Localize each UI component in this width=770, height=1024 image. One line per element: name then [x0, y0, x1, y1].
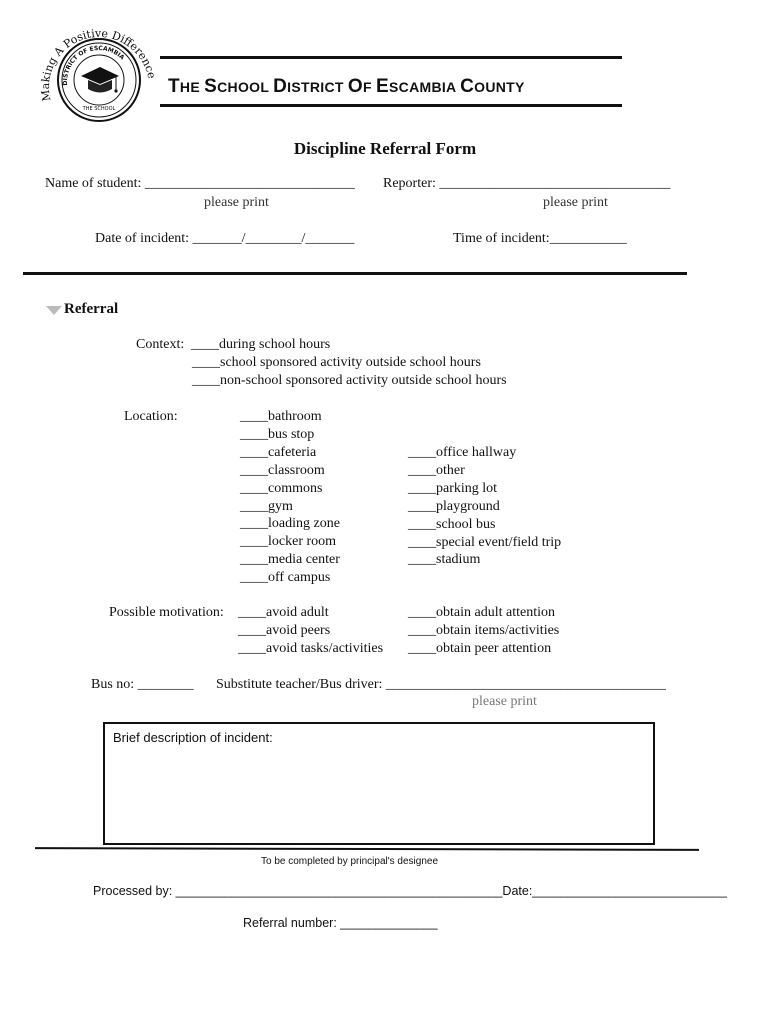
- motivation-option[interactable]: ____obtain adult attention: [408, 605, 555, 620]
- district-name-part: OUNTY: [474, 79, 525, 95]
- location-option[interactable]: ____other: [408, 462, 465, 478]
- location-option[interactable]: ____classroom: [240, 462, 325, 478]
- reporter-field[interactable]: Reporter: _________________________________: [383, 176, 671, 191]
- bus-number-field[interactable]: Bus no: ________: [91, 677, 194, 692]
- incident-date-field[interactable]: Date of incident: _______/________/_______: [95, 231, 355, 246]
- motivation-option[interactable]: ____obtain items/activities: [408, 623, 560, 638]
- location-option[interactable]: ____bathroom: [240, 409, 322, 424]
- location-option[interactable]: ____office hallway: [408, 445, 517, 460]
- district-name-part: SCAMBIA: [389, 79, 461, 95]
- header-top-rule: [160, 56, 622, 59]
- motivation-option[interactable]: ____avoid peers: [238, 623, 331, 638]
- location-option[interactable]: ____playground: [408, 498, 500, 514]
- referral-number-field[interactable]: Referral number: ______________: [243, 916, 438, 930]
- incident-description-box[interactable]: [103, 722, 655, 845]
- location-option[interactable]: ____cafeteria: [240, 444, 317, 460]
- motivation-label: Possible motivation:: [109, 605, 228, 620]
- location-option[interactable]: ____school bus: [408, 516, 496, 532]
- district-name-part: ISTRICT: [287, 79, 348, 95]
- motivation-option[interactable]: ____obtain peer attention: [408, 641, 552, 656]
- location-option[interactable]: ____parking lot: [408, 480, 498, 496]
- student-name-hint: please print: [204, 195, 269, 210]
- district-name-part: E: [376, 76, 390, 97]
- district-name-part: CHOOL: [217, 79, 274, 95]
- location-option[interactable]: ____locker room: [240, 534, 337, 550]
- referral-section-title: Referral: [64, 301, 119, 317]
- context-label: Context:: [136, 337, 188, 352]
- district-name-part: D: [273, 76, 288, 97]
- principal-divider: [35, 847, 699, 851]
- reporter-hint: please print: [543, 195, 608, 210]
- substitute-field[interactable]: Substitute teacher/Bus driver: ________________________________________: [216, 677, 666, 692]
- motivation-option[interactable]: ____avoid adult: [238, 605, 329, 620]
- location-option[interactable]: ____commons: [240, 480, 323, 496]
- student-name-field[interactable]: Name of student: ______________________________: [45, 176, 355, 191]
- location-label: Location:: [124, 409, 178, 424]
- section-divider: [23, 272, 687, 275]
- district-name-part: T: [168, 76, 180, 97]
- context-option[interactable]: ____non-school sponsored activity outside school hours: [192, 373, 507, 388]
- description-label: Brief description of incident:: [113, 730, 273, 745]
- location-option[interactable]: ____off campus: [240, 570, 331, 586]
- principal-note: To be completed by principal's designee: [261, 856, 439, 867]
- location-option[interactable]: ____media center: [240, 552, 340, 568]
- context-option[interactable]: ____school sponsored activity outside school hours: [192, 355, 481, 370]
- incident-time-field[interactable]: Time of incident:___________: [453, 231, 627, 246]
- district-name-part: HE: [179, 79, 205, 95]
- seal-inner-text: THE SCHOOL: [82, 106, 116, 112]
- context-option[interactable]: ____during school hours: [191, 337, 331, 352]
- location-option[interactable]: ____special event/field trip: [408, 534, 562, 550]
- motivation-option[interactable]: ____avoid tasks/activities: [238, 641, 384, 656]
- location-option[interactable]: ____bus stop: [240, 426, 315, 442]
- header-bottom-rule: [160, 104, 622, 107]
- district-seal-logo: [38, 18, 160, 140]
- district-name-part: O: [347, 76, 363, 97]
- seal-ring-text: DISTRICT OF ESCAMBIA: [61, 45, 126, 86]
- collapse-triangle-icon[interactable]: [46, 306, 62, 315]
- form-title: Discipline Referral Form: [293, 139, 477, 158]
- location-option[interactable]: ____stadium: [408, 552, 481, 568]
- processed-by-field[interactable]: Processed by: _______________________________________________Date:____________________________: [93, 884, 727, 898]
- seal-motto-text: Making A Positive Difference: [38, 26, 159, 103]
- district-name-part: F: [363, 79, 377, 95]
- location-option[interactable]: ____gym: [240, 498, 293, 514]
- district-name-part: S: [204, 76, 218, 97]
- district-name-part: C: [460, 76, 475, 97]
- substitute-hint: please print: [472, 694, 537, 709]
- district-name: [168, 76, 525, 98]
- location-option[interactable]: ____loading zone: [240, 516, 340, 532]
- graduation-cap-icon: [81, 67, 119, 84]
